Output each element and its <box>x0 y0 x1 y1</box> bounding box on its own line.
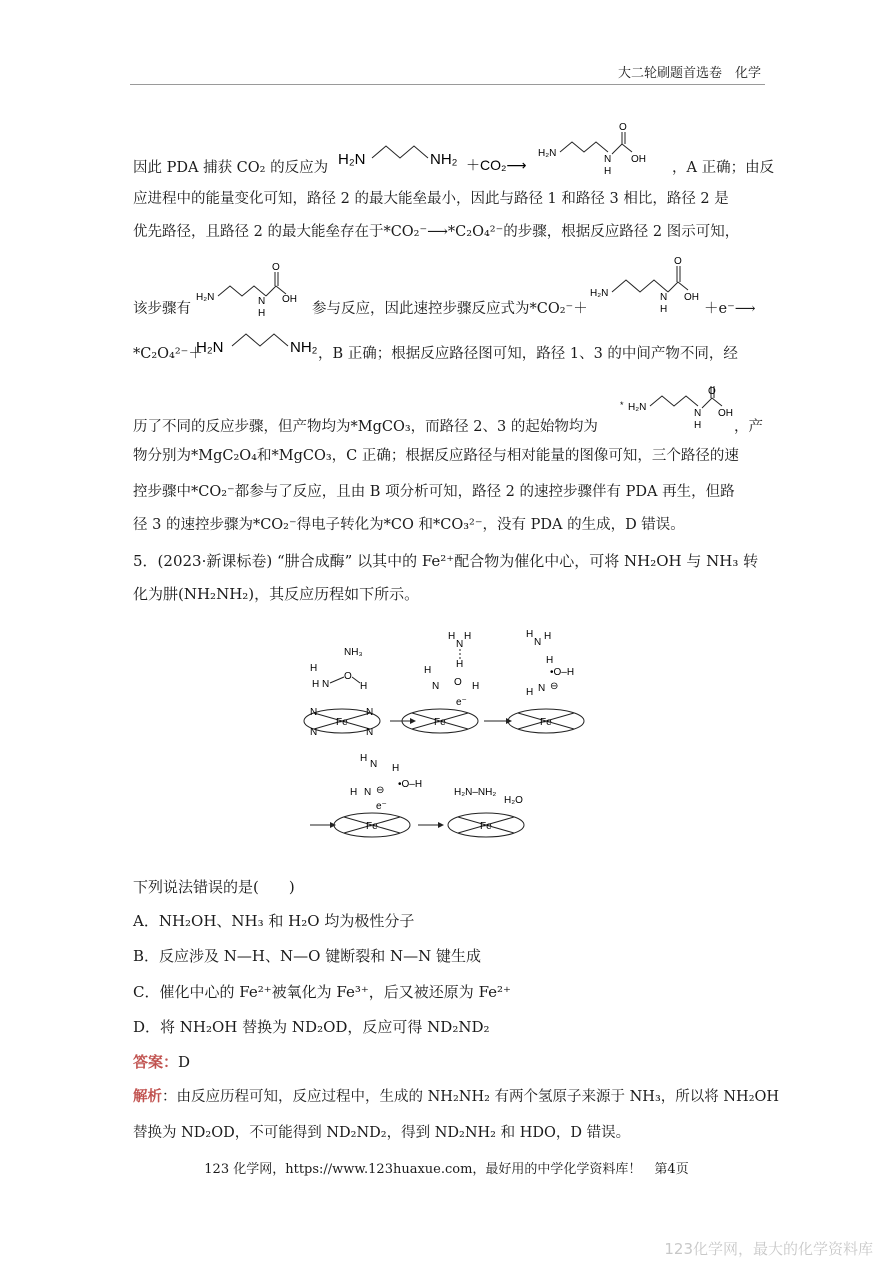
atom-label: N <box>534 637 542 648</box>
atom-label: H <box>360 681 368 692</box>
solution-line-6-end: ，产 <box>734 419 763 435</box>
atom-label: H <box>360 753 368 764</box>
pda-molecule <box>196 322 324 364</box>
solution-line-2: 应进程中的能量变化可知，路径 2 的最大能垒最小，因此与路径 1 和路径 3 相比，路径 2 是 <box>133 191 729 207</box>
hydroxyl-label: •O–H <box>398 779 423 790</box>
mol-label: O <box>708 386 716 397</box>
fe-label: Fe <box>366 821 378 832</box>
water-label: H₂O <box>504 795 523 806</box>
analysis-line-2: 替换为 ND₂OD，不可能得到 ND₂ND₂，得到 ND₂NH₂ 和 HDO，D 错误。 <box>133 1125 631 1141</box>
carbamate-molecule <box>620 384 738 440</box>
mol-label: OH <box>684 292 699 303</box>
atom-label: O <box>344 671 352 682</box>
mol-label: H <box>660 304 668 315</box>
question-prompt: 下列说法错误的是( ) <box>133 878 295 896</box>
solution-line-3: 优先路径，且路径 2 的最大能垒存在于*CO₂⁻⟶*C₂O₄²⁻的步骤，根据反应路径 2 图示可知， <box>133 224 740 240</box>
solution-line-1-end: ，A 正确；由反 <box>672 160 775 176</box>
solution-line-4: 该步骤有 <box>133 301 191 317</box>
solution-line-4-end: ＋e⁻⟶ <box>704 301 756 317</box>
reaction-mechanism-diagram <box>300 625 600 853</box>
solution-line-1: 因此 PDA 捕获 CO₂ 的反应为 <box>133 160 329 176</box>
option-b[interactable]: B．反应涉及 N—H、N—O 键断裂和 N—N 键生成 <box>133 947 481 965</box>
atom-label: H <box>472 681 480 692</box>
solution-line-9: 径 3 的速控步骤为*CO₂⁻得电子转化为*CO 和*CO₃²⁻，没有 PDA 的生成，D 错误。 <box>133 517 685 533</box>
atom-label: N <box>538 683 546 694</box>
mol-label: H₂N <box>590 288 609 299</box>
mol-label: O <box>272 262 280 273</box>
atom-label: N <box>366 707 374 718</box>
option-c[interactable]: C．催化中心的 Fe²⁺被氧化为 Fe³⁺，后又被还原为 Fe²⁺ <box>133 983 511 1001</box>
carbamic-acid-molecule-2 <box>590 252 708 318</box>
mol-label: N <box>694 408 702 419</box>
pda-capture-reaction <box>338 122 673 185</box>
analysis-label: 解析 <box>133 1088 162 1105</box>
atom-label: H <box>464 631 472 642</box>
answer-label: 答案： <box>133 1053 179 1071</box>
hydroxyl-label: •O–H <box>550 667 575 678</box>
atom-label: N <box>432 681 440 692</box>
watermark: 123化学网，最大的化学资料库 <box>664 1240 873 1258</box>
answer-line <box>133 1052 190 1072</box>
atom-label: H <box>526 687 534 698</box>
header-title: 大二轮刷题首选卷 化学 <box>617 66 761 81</box>
mol-label: H₂N <box>628 402 647 413</box>
carbamic-acid-molecule <box>196 258 306 318</box>
page-header <box>130 60 765 85</box>
mol-label: N <box>660 292 668 303</box>
answer-value: D <box>178 1053 191 1071</box>
mol-label: H₂N <box>538 148 557 159</box>
atom-label: N <box>310 707 318 718</box>
mol-label: O <box>619 122 627 133</box>
atom-label: N <box>370 759 378 770</box>
atom-label: H <box>544 631 552 642</box>
solution-line-8: 控步骤中*CO₂⁻都参与了反应，且由 B 项分析可知，路径 2 的速控步骤伴有 PDA 再生，但路 <box>133 484 735 500</box>
charge-label: ⊖ <box>376 785 385 796</box>
mol-label: OH <box>718 408 733 419</box>
electron-label: e⁻ <box>376 801 387 812</box>
mol-label: O <box>674 256 682 267</box>
mol-label: H <box>604 166 612 177</box>
solution-line-6: 历了不同的反应步骤，但产物均为*MgCO₃，而路径 2、3 的起始物均为 <box>133 419 598 435</box>
atom-label: N <box>456 639 464 650</box>
atom-label: H <box>350 787 358 798</box>
mol-label: H₂N <box>338 151 366 168</box>
charge-label: ⊖ <box>550 681 559 692</box>
atom-label: H <box>546 655 554 666</box>
question-line-2: 化为肼(NH₂NH₂)，其反应历程如下所示。 <box>133 585 420 603</box>
mol-label: N <box>604 154 612 165</box>
mol-label: H₂N <box>196 292 215 303</box>
nh3-label: NH₃ <box>344 647 363 658</box>
page-footer: 123 化学网，https://www.123huaxue.com，最好用的中学化学资料库！ 第4页 <box>204 1162 689 1177</box>
mol-label: NH₂ <box>430 151 458 168</box>
solution-line-7: 物分别为*MgC₂O₄和*MgCO₃，C 正确；根据反应路径与相对能量的图像可知，三个路径的速 <box>133 448 739 464</box>
analysis-line-1 <box>133 1087 779 1107</box>
atom-label: H <box>392 763 400 774</box>
atom-label: H <box>456 659 464 670</box>
question-line-1: 5．(2023·新课标卷) “肼合成酶” 以其中的 Fe²⁺配合物为催化中心，可将 NH₂OH 与 NH₃ 转 <box>133 552 759 570</box>
mol-label: NH₂ <box>290 339 318 356</box>
electron-label: e⁻ <box>456 697 467 708</box>
solution-line-5: *C₂O₄²⁻＋ <box>133 346 203 362</box>
fe-label: Fe <box>336 717 348 728</box>
atom-label: H <box>310 663 318 674</box>
atom-label: N <box>364 787 372 798</box>
solution-line-5-end: ，B 正确；根据反应路径图可知，路径 1、3 的中间产物不同，经 <box>318 346 738 362</box>
analysis-text-1: ：由反应历程可知，反应过程中，生成的 NH₂NH₂ 有两个氢原子来源于 NH₃，所以将 NH₂OH <box>162 1089 780 1105</box>
option-d[interactable]: D．将 NH₂OH 替换为 ND₂OD，反应可得 ND₂ND₂ <box>133 1018 490 1036</box>
fe-label: Fe <box>434 717 446 728</box>
mol-label: H₂N <box>196 339 224 356</box>
solution-line-4-mid: 参与反应，因此速控步骤反应式为*CO₂⁻＋ <box>312 301 588 317</box>
atom-label: H <box>448 631 456 642</box>
atom-label: O <box>454 677 462 688</box>
mol-label: N <box>258 296 266 307</box>
atom-label: H <box>424 665 432 676</box>
mol-label: ＋CO₂⟶ <box>466 157 527 173</box>
atom-label: N <box>322 679 330 690</box>
mol-label: OH <box>282 294 297 305</box>
hydrazine-label: H₂N–NH₂ <box>454 787 497 798</box>
mol-label: H <box>694 420 702 431</box>
fe-label: Fe <box>480 821 492 832</box>
mol-label: OH <box>631 154 646 165</box>
fe-label: Fe <box>540 717 552 728</box>
atom-label: H <box>312 679 320 690</box>
atom-label: N <box>366 727 374 738</box>
atom-label: H <box>526 629 534 640</box>
atom-label: N <box>310 727 318 738</box>
mol-label: H <box>258 308 266 319</box>
mol-label: * <box>620 400 624 410</box>
option-a[interactable]: A．NH₂OH、NH₃ 和 H₂O 均为极性分子 <box>133 912 415 930</box>
